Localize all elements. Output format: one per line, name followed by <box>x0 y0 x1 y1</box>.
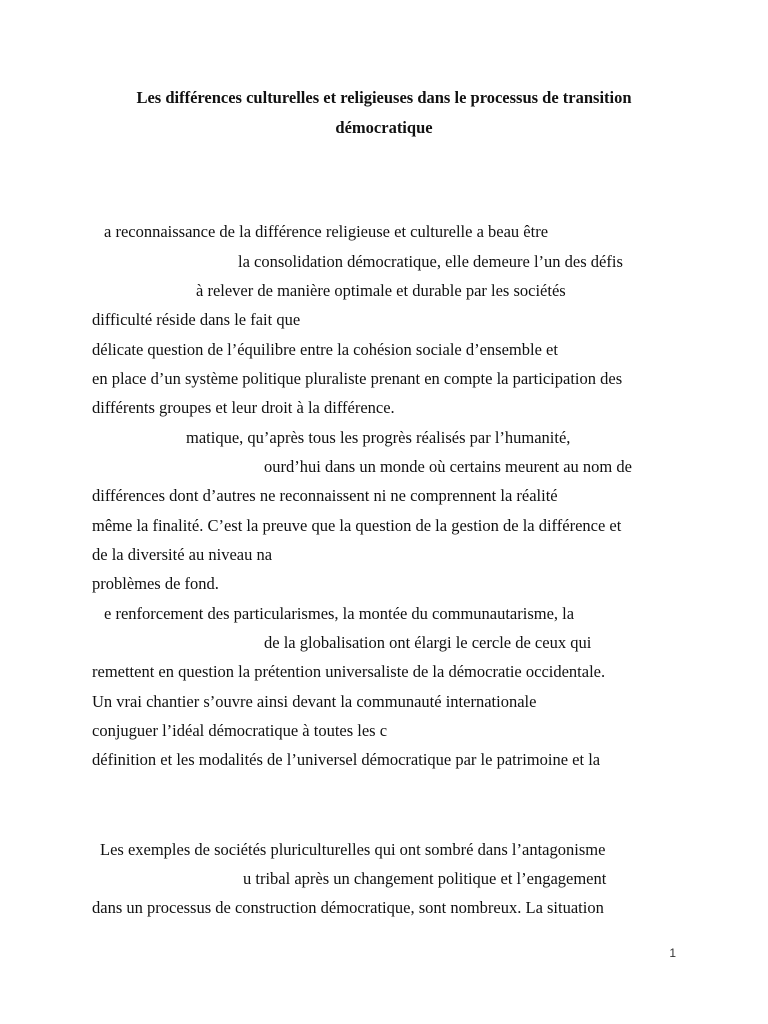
paragraph-3-line-2: de la globalisation ont élargi le cercle de ceux qui <box>264 633 592 652</box>
paragraph-1-line-2: la consolidation démocratique, elle demeure l’un des défis <box>238 252 623 271</box>
paragraph-2-line-3: différences dont d’autres ne reconnaissent ni ne comprennent la réalité <box>92 486 558 505</box>
document-title-line-2: démocratique <box>335 118 433 137</box>
paragraph-3-line-3: remettent en question la prétention universaliste de la démocratie occidentale. <box>92 662 606 681</box>
paragraph-2-line-6: problèmes de fond. <box>92 574 219 593</box>
paragraph-4-line-1: Les exemples de sociétés pluriculturelles qui ont sombré dans l’antagonisme <box>100 840 606 859</box>
paragraph-1-line-6: en place d’un système politique pluraliste prenant en compte la participation des <box>92 369 623 388</box>
paragraph-1-line-1: a reconnaissance de la différence religieuse et culturelle a beau être <box>104 222 549 241</box>
paragraph-3-line-5: conjuguer l’idéal démocratique à toutes les c <box>92 721 388 740</box>
paragraph-1-line-4: difficulté réside dans le fait que <box>92 310 301 329</box>
paragraph-2-line-5: de la diversité au niveau na <box>92 545 273 564</box>
paragraph-3-line-1: e renforcement des particularismes, la montée du communautarisme, la <box>104 604 575 623</box>
paragraph-4-line-3: dans un processus de construction démocratique, sont nombreux. La situation <box>92 898 604 917</box>
paragraph-2-line-1: matique, qu’après tous les progrès réalisés par l’humanité, <box>186 428 571 447</box>
paragraph-3-line-6: définition et les modalités de l’universel démocratique par le patrimoine et la <box>92 750 601 769</box>
paragraph-2-line-4: même la finalité. C’est la preuve que la question de la gestion de la différence et <box>92 516 622 535</box>
paragraph-1-line-5: délicate question de l’équilibre entre la cohésion sociale d’ensemble et <box>92 340 558 359</box>
paragraph-3-line-4: Un vrai chantier s’ouvre ainsi devant la communauté internationale <box>92 692 537 711</box>
paragraph-1-line-3: à relever de manière optimale et durable par les sociétés <box>196 281 566 300</box>
document-title-line-1: Les différences culturelles et religieuses dans le processus de transition <box>136 88 632 107</box>
page-number: 1 <box>669 946 676 960</box>
paragraph-2-line-2: ourd’hui dans un monde où certains meurent au nom de <box>264 457 632 476</box>
paragraph-4-line-2: u tribal après un changement politique et l’engagement <box>243 869 607 888</box>
paragraph-1-line-7: différents groupes et leur droit à la différence. <box>92 398 395 417</box>
